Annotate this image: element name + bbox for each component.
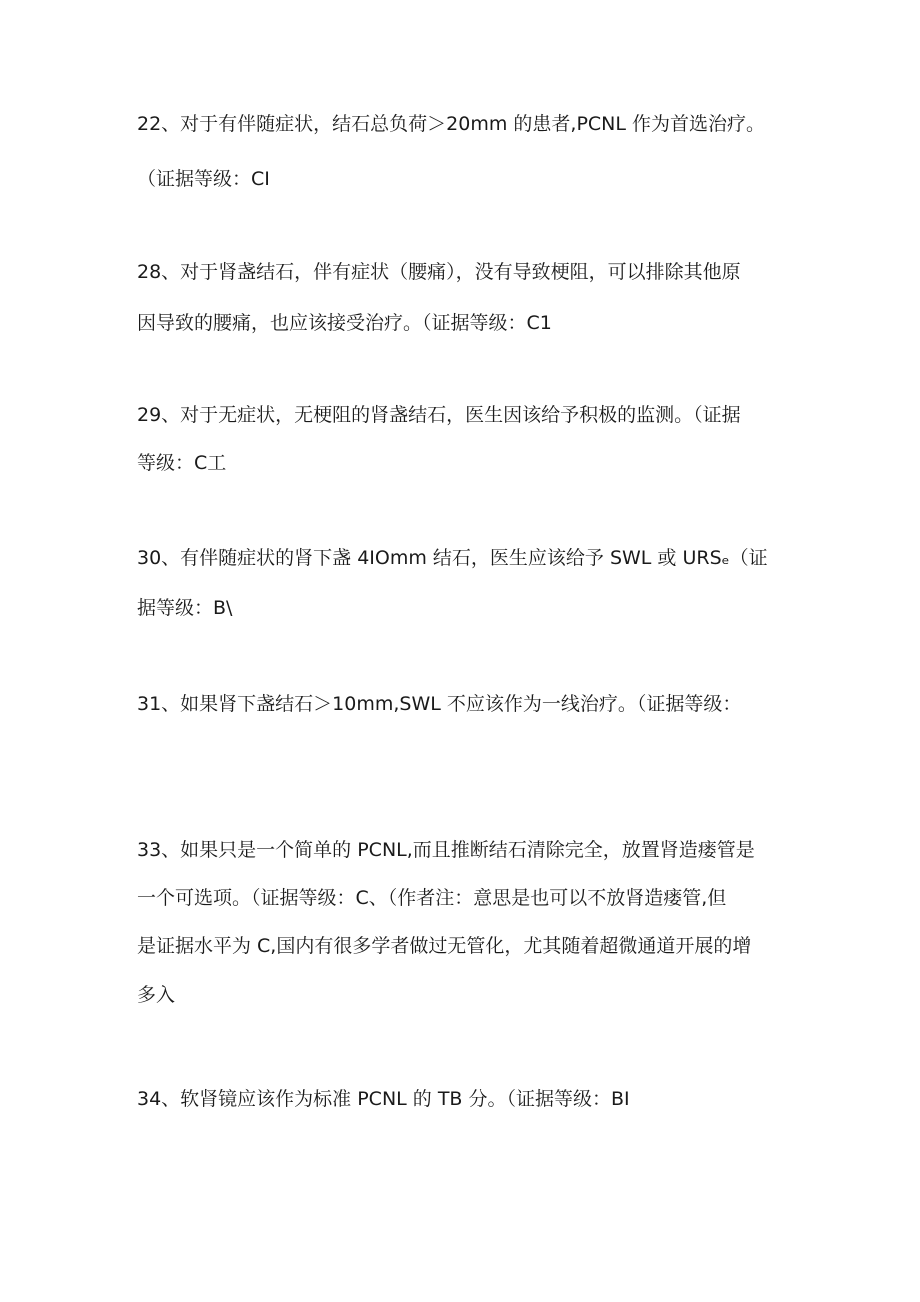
item-33-line-3: 是证据水平为 C,国内有很多学者做过无管化，尤其随着超微通道开展的增 <box>137 935 752 957</box>
item-33-line-1: 33、如果只是一个简单的 PCNL,而且推断结石清除完全，放置肾造瘘管是 <box>137 839 755 861</box>
item-30-line-2: 据等级：B\ <box>137 597 233 619</box>
item-33-line-4: 多入 <box>137 984 176 1006</box>
item-29-line-2: 等级：C工 <box>137 452 227 474</box>
item-34-line-1: 34、软肾镜应该作为标准 PCNL 的 TB 分。（证据等级：BI <box>137 1088 630 1110</box>
item-22-line-2: （证据等级：CI <box>137 168 270 190</box>
item-33-line-2: 一个可选项。（证据等级：C、（作者注：意思是也可以不放肾造瘘管,但 <box>137 887 727 909</box>
item-28-line-1: 28、对于肾盏结石，伴有症状（腰痛），没有导致梗阻，可以排除其他原 <box>137 261 741 283</box>
item-31-line-1: 31、如果肾下盏结石＞10mm,SWL 不应该作为一线治疗。（证据等级： <box>137 693 742 715</box>
item-28-line-2: 因导致的腰痛，也应该接受治疗。（证据等级：C1 <box>137 312 552 334</box>
item-29-line-1: 29、对于无症状，无梗阻的肾盏结石，医生因该给予积极的监测。（证据 <box>137 404 741 426</box>
item-30-line-1: 30、有伴随症状的肾下盏 4IOmm 结石，医生应该给予 SWL 或 URSₑ（证 <box>137 547 768 569</box>
item-22-line-1: 22、对于有伴随症状，结石总负荷＞20mm 的患者,PCNL 作为首选治疗。 <box>137 113 766 135</box>
